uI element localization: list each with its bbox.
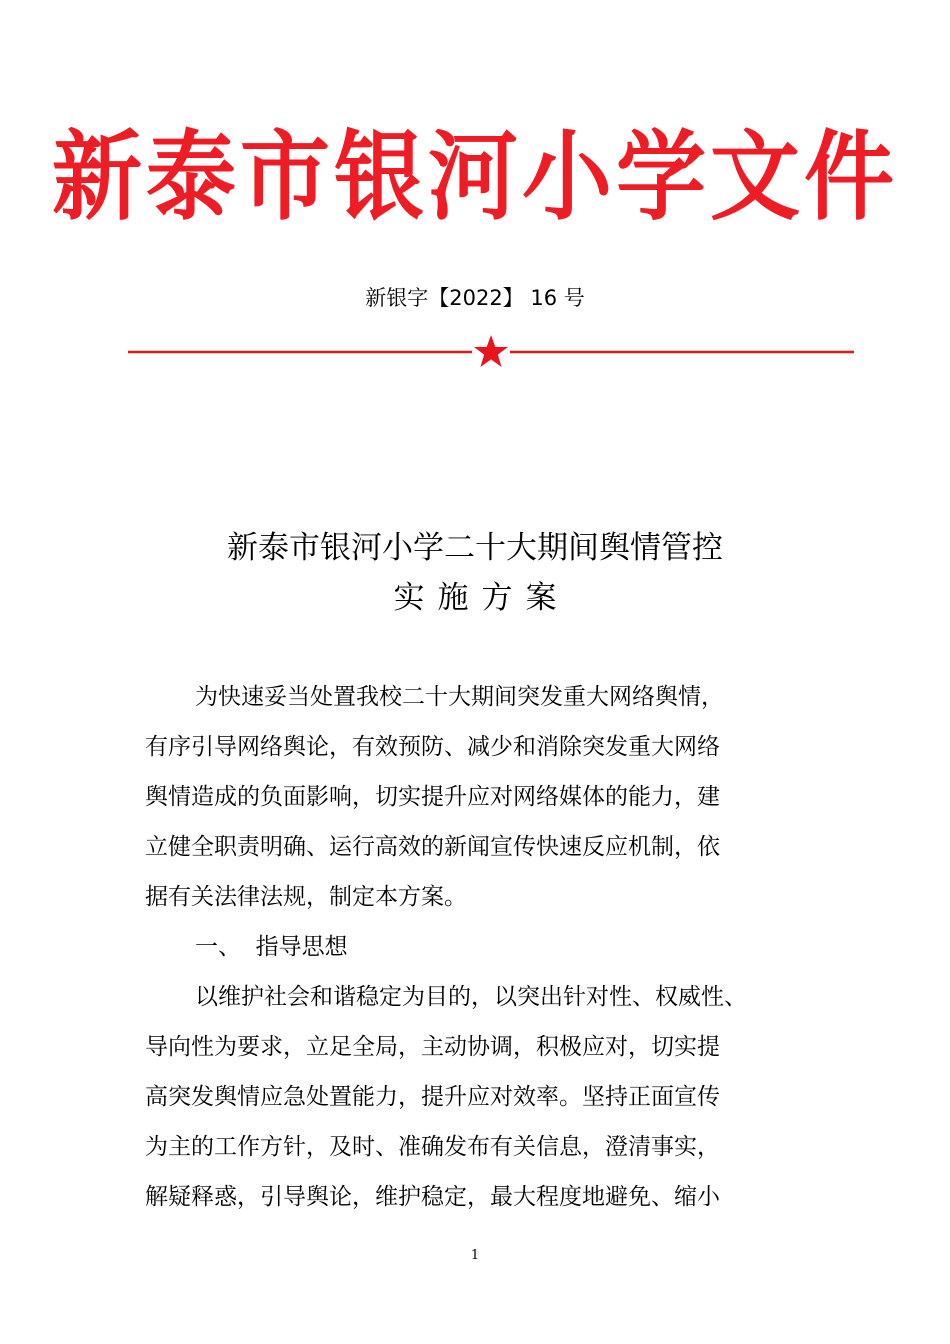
document-number: 新银字【2022】 16 号 <box>365 286 585 310</box>
section-1-heading: 一、 指导思想 <box>195 934 348 960</box>
paragraph-line: 为主的工作方针，及时、准确发布有关信息，澄清事实， <box>145 1134 720 1160</box>
masthead-text: 新泰市银河小学文件 <box>52 120 898 235</box>
paragraph-line: 为快速妥当处置我校二十大期间突发重大网络舆情， <box>195 684 724 710</box>
paragraph-line: 解疑释惑，引导舆论，维护稳定，最大程度地避免、缩小 <box>145 1184 720 1210</box>
paragraph-line: 高突发舆情应急处置能力，提升应对效率。坚持正面宣传 <box>145 1084 720 1110</box>
document-masthead <box>0 118 950 238</box>
star-icon <box>474 335 508 367</box>
paragraph-line: 以维护社会和谐稳定为目的，以突出针对性、权威性、 <box>195 984 747 1010</box>
paragraph-line: 有序引导网络舆论，有效预防、减少和消除突发重大网络 <box>145 734 720 760</box>
document-title-line-1: 新泰市银河小学二十大期间舆情管控 <box>227 530 723 566</box>
paragraph-line: 据有关法律法规，制定本方案。 <box>145 884 467 910</box>
document-title-line-2: 实施方案 <box>393 580 570 616</box>
paragraph-line: 舆情造成的负面影响，切实提升应对网络媒体的能力，建 <box>145 784 720 810</box>
paragraph-line: 立健全职责明确、运行高效的新闻宣传快速反应机制，依 <box>145 834 720 860</box>
page-number: 1 <box>470 1248 480 1263</box>
paragraph-line: 导向性为要求，立足全局，主动协调，积极应对，切实提 <box>145 1034 720 1060</box>
red-star-divider <box>128 334 854 370</box>
